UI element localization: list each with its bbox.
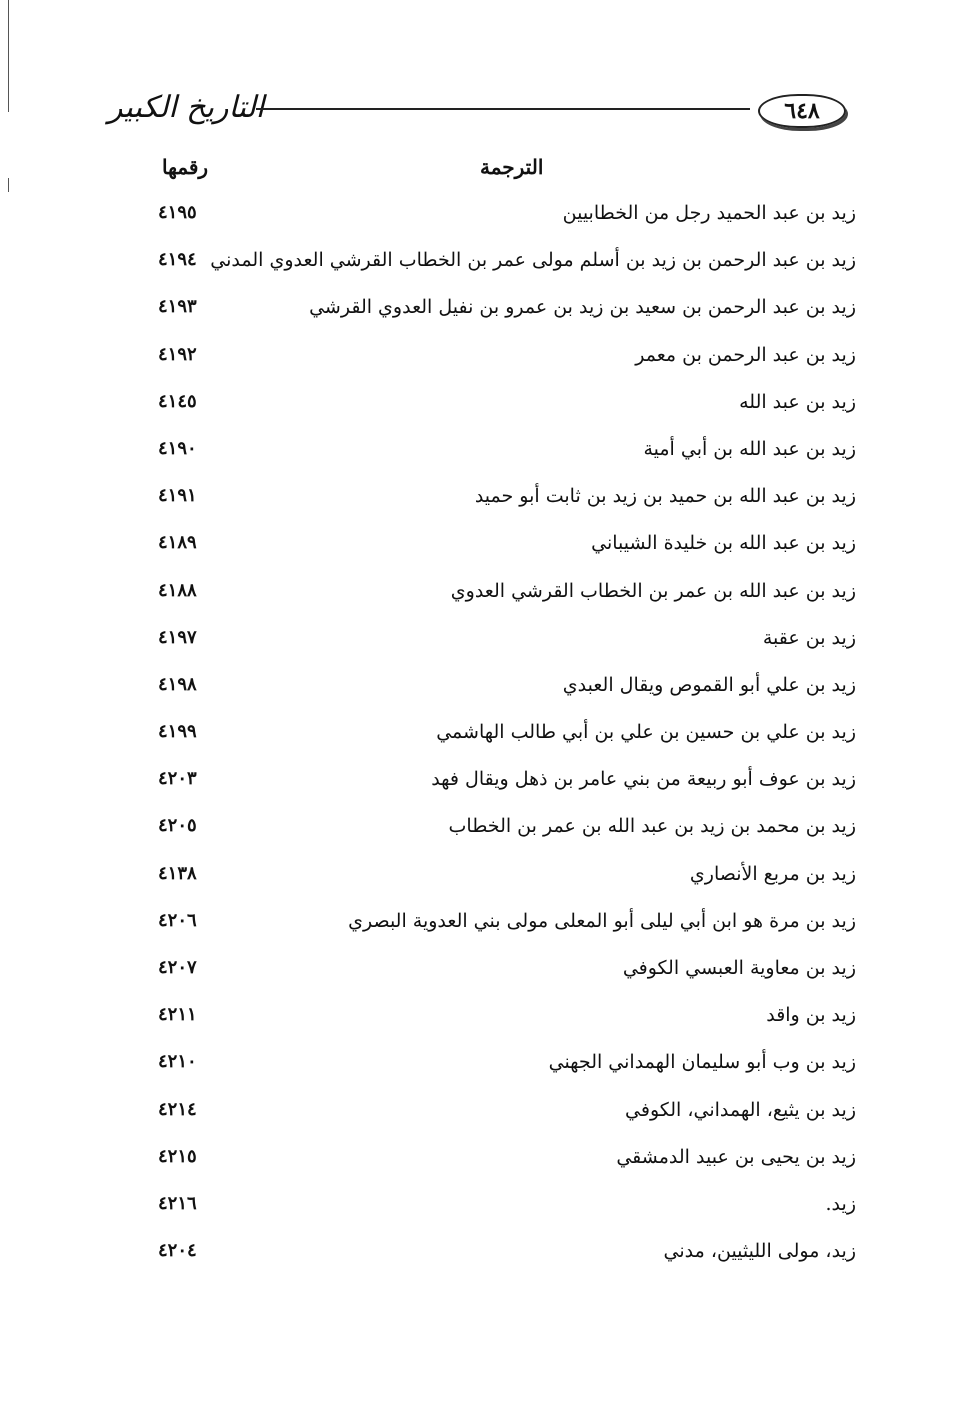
entry-name: زيد بن عبد الله بن عمر بن الخطاب القرشي العدوي [450,579,856,602]
name-column-header: الترجمة [480,155,544,179]
entry-name: زيد بن محمد بن زيد بن عبد الله بن عمر بن الخطاب [448,815,856,838]
index-row [150,196,856,243]
index-row [150,243,856,290]
entry-name: زيد بن عبد الله بن أبي أمية [643,437,856,460]
entry-name: زيد بن يثيع، الهمداني، الكوفي [625,1098,856,1121]
entry-number: ٤١٨٨ [158,579,197,601]
entry-number: ٤٢١٤ [158,1098,197,1120]
index-row [150,668,856,715]
entry-number: ٤١٩٠ [158,437,197,459]
entry-name: زيد بن عبد الحميد رجل من الخطابيين [562,202,856,224]
index-row [150,857,856,904]
entry-number: ٤٢٠٣ [158,768,197,790]
page-number: ٦٤٨ [758,94,846,128]
index-row [150,290,856,337]
index-row [150,1093,856,1140]
header-rule [256,108,750,110]
index-row [150,951,856,998]
entry-name: زيد بن عبد الله بن حميد بن زيد بن ثابت أبو حميد [474,485,856,508]
index-row [150,432,856,479]
entry-number: ٤١٨٩ [158,532,197,554]
book-title: التاريخ الكبير [108,90,265,125]
entry-name: زيد بن عبد الرحمن بن معمر [635,343,856,366]
index-row [150,809,856,856]
entry-name: زيد، مولى الليثيين، مدني [663,1240,856,1263]
entry-number: ٤٢٠٧ [158,957,197,978]
entry-name: زيد بن مرة هو ابن أبي ليلى أبو المعلى مولى بني العدوية البصري [348,909,856,932]
entry-number: ٤٢٠٦ [158,909,197,931]
entry-name: زيد بن علي بن حسين بن علي بن أبي طالب الهاشمي [436,721,856,744]
entry-name: زيد بن وب أبو سليمان الهمداني الجهني [548,1051,856,1074]
entry-number: ٤٢٠٥ [158,815,197,837]
page-header [108,88,850,134]
entry-name: زيد بن معاوية العبسي الكوفي [622,957,856,979]
entry-number: ٤٢٠٤ [158,1240,197,1262]
number-column-header: رقمها [162,155,209,179]
entry-number: ٤١٤٥ [158,390,197,412]
entry-number: ٤١٩٩ [158,721,197,743]
entry-name: زيد بن مربع الأنصاري [689,862,856,885]
entry-number: ٤٢١١ [158,1004,197,1026]
entry-number: ٤١٩٧ [158,626,197,648]
index-row [150,1140,856,1187]
index-row [150,338,856,385]
column-headers [150,155,856,191]
entry-number: ٤٢١٦ [158,1192,197,1214]
entry-number: ٤١٩١ [158,485,197,507]
margin-line [8,0,9,112]
entry-number: ٤١٩٨ [158,673,197,695]
entry-name: زيد بن واقد [766,1004,856,1027]
margin-line [8,178,9,192]
index-row [150,621,856,668]
entry-name: زيد بن عبد الله بن خليدة الشيباني [591,532,856,555]
index-row [150,479,856,526]
entry-name: زيد بن يحيى بن عبيد الدمشقي [616,1145,856,1168]
entry-number: ٤١٩٤ [158,249,197,271]
entry-number: ٤٢١٠ [158,1051,197,1073]
entry-name: زيد. [825,1192,856,1215]
index-row [150,1234,856,1281]
entry-name: زيد بن عبد الله [739,390,856,413]
index-list [150,196,856,1281]
index-row [150,904,856,951]
index-row [150,574,856,621]
index-row [150,715,856,762]
entry-number: ٤١٩٥ [158,202,197,223]
entry-number: ٤١٩٢ [158,343,197,365]
index-row [150,1045,856,1092]
index-row [150,385,856,432]
index-row [150,762,856,809]
index-row [150,526,856,573]
entry-name: زيد بن عبد الرحمن بن سعيد بن زيد بن عمرو بن نفيل العدوي القرشي [309,296,856,319]
entry-number: ٤٢١٥ [158,1145,197,1167]
entry-name: زيد بن عوف أبو ربيعة من بني عامر بن ذهل ويقال فهد [431,768,856,791]
index-row [150,1187,856,1234]
entry-number: ٤١٣٨ [158,862,197,884]
entry-number: ٤١٩٣ [158,296,197,318]
entry-name: زيد بن عقبة [762,626,856,649]
index-row [150,998,856,1045]
entry-name: زيد بن عبد الرحمن بن زيد بن أسلم مولى عمر بن الخطاب القرشي العدوي المدني [210,249,856,272]
entry-name: زيد بن علي أبو القموص ويقال العبدي [562,673,856,696]
